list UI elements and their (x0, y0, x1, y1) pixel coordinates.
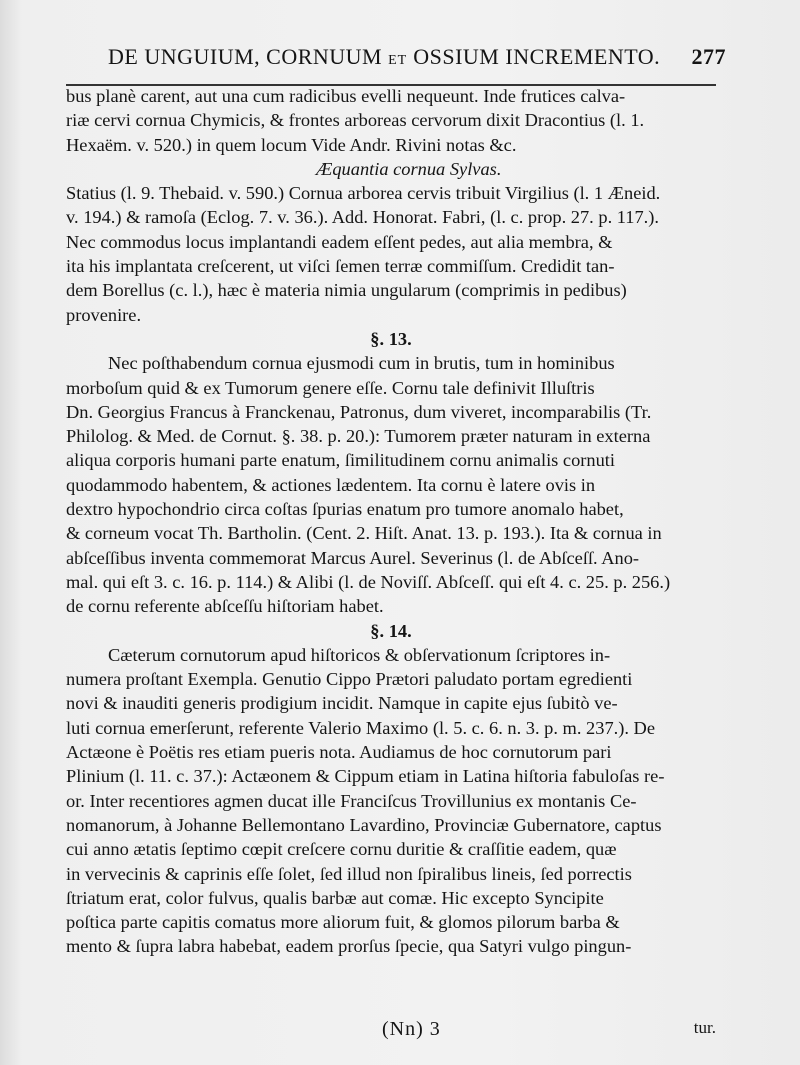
text-line: Statius (l. 9. Thebaid. v. 590.) Cornua arborea cervis tribuit Virgilius (l. 1 Æneid. (66, 183, 661, 204)
text-line: aliqua corporis humani parte enatum, ſimilitudinem cornu animalis cornuti (66, 450, 616, 471)
text-line: abſceſſibus inventa commemorat Marcus Aurel. Severinus (l. de Abſceſſ. Ano- (66, 547, 640, 568)
text-line: mento & ſupra labra habebat, eadem prorſus ſpecie, qua Satyri vulgo pingun- (66, 936, 632, 957)
body-text (66, 84, 716, 959)
text-line: bus planè carent, aut una cum radicibus evelli nequeunt. Inde frutices calva- (66, 86, 626, 106)
text-line: de cornu referente abſceſſu hiſtoriam habet. (66, 596, 384, 617)
text-line: Hexaëm. v. 520.) in quem locum Vide Andr. Rivini notas &c. (66, 134, 517, 155)
catchword: tur. (693, 1018, 716, 1037)
text-line: Cæterum cornutorum apud hiſtoricos & obſervationum ſcriptores in- (108, 644, 611, 665)
text-line: luti cornua emerſerunt, referente Valerio Maximo (l. 5. c. 6. n. 3. p. m. 237.). De (66, 717, 656, 738)
text-line: nomanorum, à Johanne Bellemontano Lavardino, Provinciæ Gubernatore, captus (66, 814, 662, 835)
text-line: numera proſtant Exempla. Genutio Cippo Prætori paludato portam egredienti (66, 669, 633, 690)
text-line: dextro hypochondrio circa coſtas ſpurias enatum pro tumore anomalo habet, (66, 499, 624, 520)
section-heading-14: §. 14. (370, 620, 412, 641)
text-line: morboſum quid & ex Tumorum genere eſſe. Cornu tale definivit Illuſtris (66, 377, 595, 398)
text-line: ſtriatum erat, color fulvus, qualis barbæ aut comæ. Hic excepto Syncipite (66, 887, 604, 908)
text-line: Nec poſthabendum cornua ejusmodi cum in brutis, tum in hominibus (108, 353, 615, 374)
text-line: Philolog. & Med. de Cornut. §. 38. p. 20.): Tumorem præter naturam in externa (66, 426, 651, 447)
text-line: cui anno ætatis ſeptimo cœpit creſcere cornu duritie & craſſitie eadem, quæ (66, 839, 617, 860)
running-head (108, 44, 726, 80)
text-line: Plinium (l. 11. c. 37.): Actæonem & Cippum etiam in Latina hiſtoria fabuloſas re- (66, 766, 665, 787)
text-line: dem Borellus (c. l.), hæc è materia nimia ungularum (comprimis in pedibus) (66, 280, 627, 301)
text-line: quodammodo habentem, & actiones lædentem. Ita cornu è latere ovis in (66, 474, 596, 495)
text-line: Nec commodus locus implantandi eadem eſſent pedes, aut alia membra, & (66, 231, 613, 252)
page-number: 277 (691, 44, 726, 69)
running-title (108, 44, 660, 70)
text-line: & corneum vocat Th. Bartholin. (Cent. 2. Hiſt. Anat. 13. p. 193.). Ita & cornua in (66, 523, 662, 544)
running-title-et: ET (388, 53, 408, 68)
running-title-part-2: OSSIUM INCREMENTO. (407, 44, 661, 69)
page-footer (66, 1018, 716, 1046)
text-line: in vervecinis & caprinis eſſe ſolet, ſed illud non ſpiralibus lineis, ſed porrectis (66, 863, 632, 884)
text-line: Dn. Georgius Francus à Franckenau, Patronus, dum viveret, incomparabilis (Tr. (66, 401, 652, 422)
text-line: provenire. (66, 304, 142, 325)
quotation-line: Æquantia cornua Sylvas. (316, 158, 502, 179)
signature-mark: (Nn) 3 (382, 1018, 441, 1040)
text-line: ita his implantata creſcerent, ut viſci ſemen terræ commiſſum. Credidit tan- (66, 256, 615, 277)
text-line: or. Inter recentiores agmen ducat ille Franciſcus Trovillunius ex montanis Ce- (66, 790, 637, 811)
text-line: v. 194.) & ramoſa (Eclog. 7. v. 36.). Add. Honorat. Fabri, (l. c. prop. 27. p. 117.). (66, 207, 659, 228)
text-line: poſtica parte capitis comatus more aliorum fuit, & glomos pilorum barba & (66, 912, 620, 933)
running-title-part-1: DE UNGUIUM, CORNUUM (108, 44, 389, 69)
text-line: Actæone è Poëtis res etiam pueris nota. Audiamus de hoc cornutorum pari (66, 742, 612, 763)
text-line: novi & inauditi generis prodigium incidit. Namque in capite ejus ſubitò ve- (66, 693, 618, 714)
text-line: mal. qui eſt 3. c. 16. p. 114.) & Alibi (l. de Noviſſ. Abſceſſ. qui eſt 4. c. 25. p. 256.) (66, 571, 671, 592)
text-line: riæ cervi cornua Chymicis, & frontes arboreas cervorum dixit Dracontius (l. 1. (66, 110, 645, 131)
section-heading-13: §. 13. (370, 328, 412, 349)
